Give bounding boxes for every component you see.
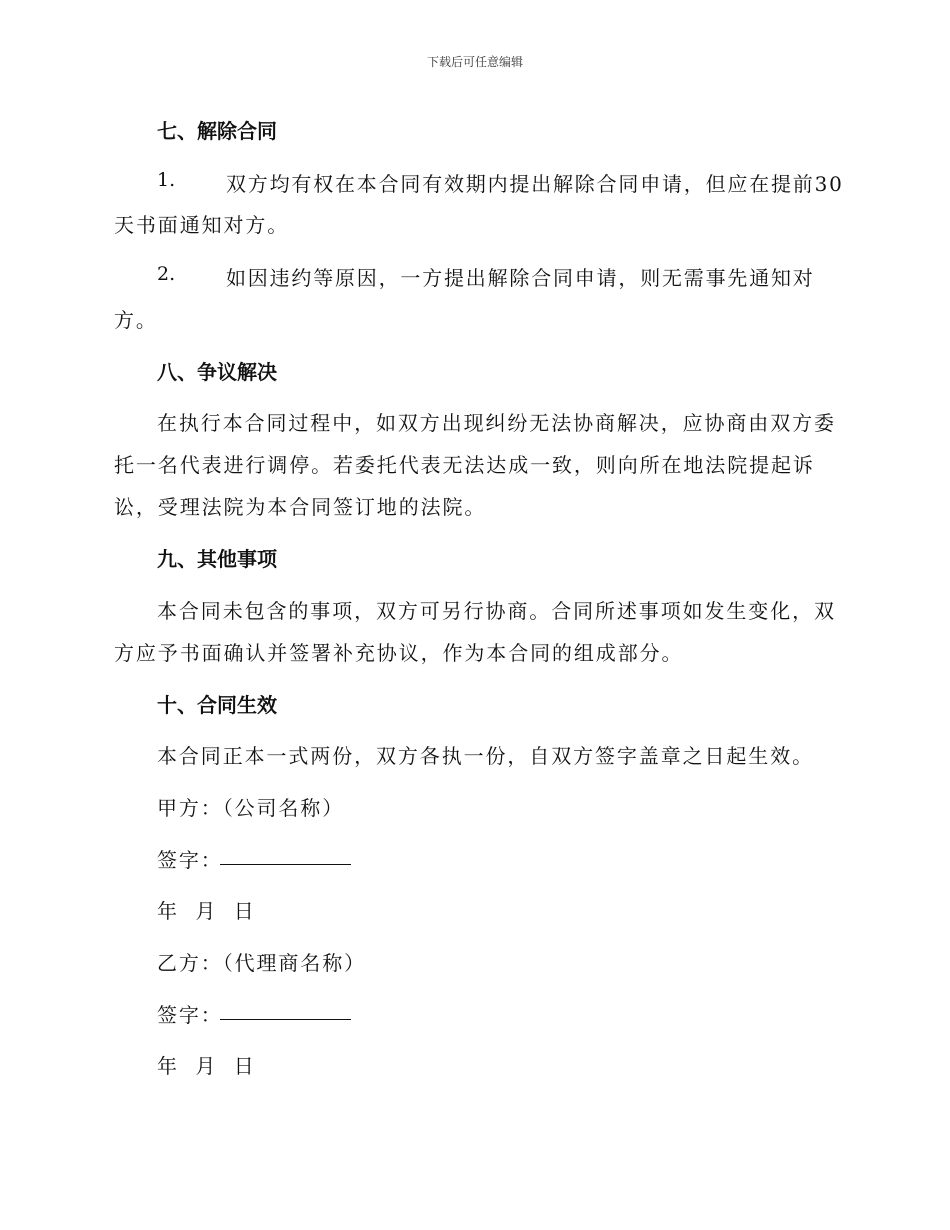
party-a-signature-line xyxy=(220,864,351,865)
party-b-label: 乙方：（代理商名称） xyxy=(157,951,366,975)
s7-item1-line2: 天书面通知对方。 xyxy=(114,213,290,237)
s9-line2: 方应予书面确认并签署补充协议，作为本合同的组成部分。 xyxy=(114,641,684,665)
section-9-title: 九、其他事项 xyxy=(157,547,277,571)
party-b-sign-label: 签字： xyxy=(157,1003,223,1027)
s7-item2-line2: 方。 xyxy=(114,308,158,332)
s7-item1-number: 1. xyxy=(157,169,176,191)
s10-line1: 本合同正本一式两份，双方各执一份，自双方签字盖章之日起生效。 xyxy=(157,744,814,768)
party-a-label: 甲方：（公司名称） xyxy=(157,796,345,820)
section-7-title: 七、解除合同 xyxy=(157,119,277,143)
party-a-date: 年 月 日 xyxy=(157,899,260,923)
section-8-title: 八、争议解决 xyxy=(157,360,277,384)
s7-item2-line1: 如因违约等原因，一方提出解除合同申请，则无需事先通知对 xyxy=(226,266,815,290)
party-b-date: 年 月 日 xyxy=(157,1054,260,1078)
section-10-title: 十、合同生效 xyxy=(157,693,277,717)
s8-line2: 托一名代表进行调停。若委托代表无法达成一致，则向所在地法院提起诉 xyxy=(114,453,815,477)
s7-item2-number: 2. xyxy=(157,263,176,285)
s9-line1: 本合同未包含的事项，双方可另行协商。合同所述事项如发生变化，双 xyxy=(157,599,836,623)
s8-line1: 在执行本合同过程中，如双方出现纠纷无法协商解决，应协商由双方委 xyxy=(157,411,836,435)
s8-line3: 讼，受理法院为本合同签订地的法院。 xyxy=(114,495,487,519)
party-a-sign-label: 签字： xyxy=(157,848,223,872)
party-b-signature-line xyxy=(220,1019,351,1020)
s7-item1-line1: 双方均有权在本合同有效期内提出解除合同申请，但应在提前30 xyxy=(226,172,844,196)
page-header: 下载后可任意编辑 xyxy=(426,55,523,69)
